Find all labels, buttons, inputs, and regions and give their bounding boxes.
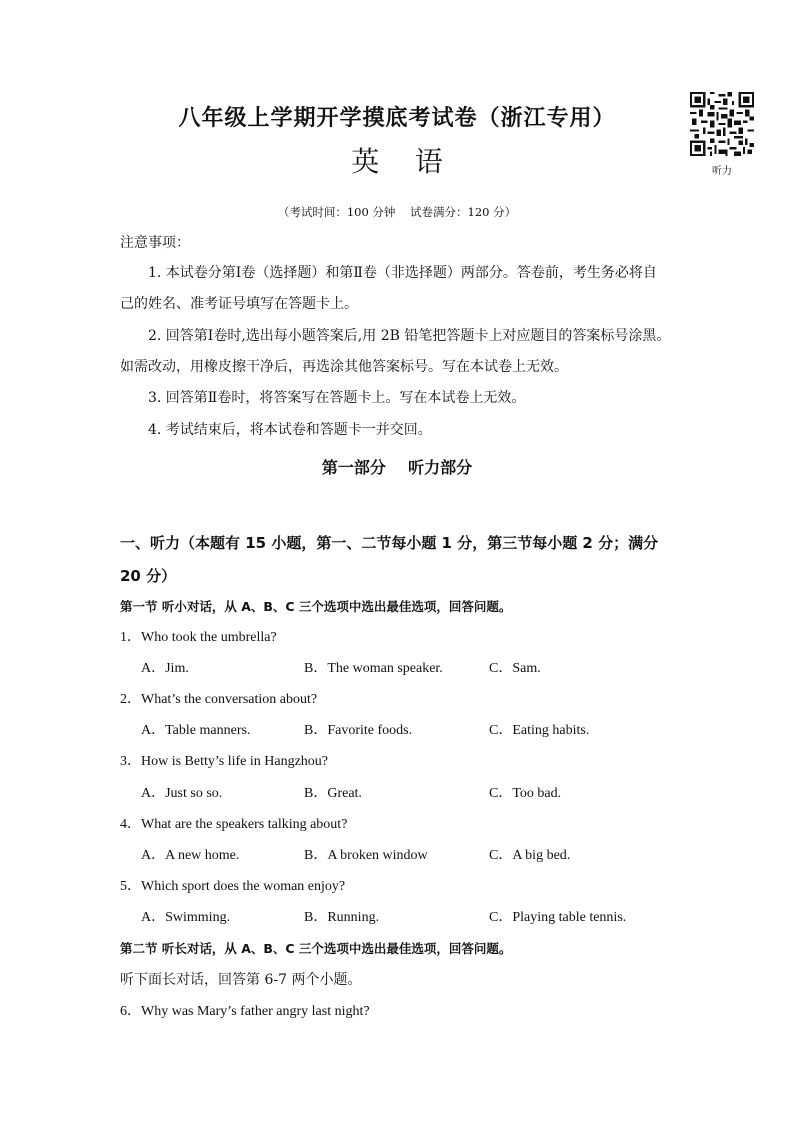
notes-heading: 注意事项： bbox=[120, 235, 190, 251]
option-c: C．Too bad. bbox=[489, 786, 562, 801]
note-line: 己的姓名、准考证号填写在答题卡上。 bbox=[120, 296, 358, 312]
note-line: 2. 回答第Ⅰ卷时,选出每小题答案后,用 2B 铅笔把答题卡上对应题目的答案标号涂黑。 bbox=[148, 328, 671, 344]
time-info: （考试时间：100 分钟 试卷满分：120 分） bbox=[277, 205, 517, 219]
exam-title: 八年级上学期开学摸底考试卷（浙江专用） bbox=[178, 106, 616, 131]
option-b: B．Running. bbox=[304, 910, 380, 925]
option-b: B．Great. bbox=[304, 786, 362, 801]
section-title-cont: 20 分） bbox=[120, 567, 177, 585]
subsection-2-title: 第二节 听长对话，从 A、B、C 三个选项中选出最佳选项，回答问题。 bbox=[120, 941, 512, 956]
option-b: B．Favorite foods. bbox=[304, 723, 413, 738]
option-b: B．A broken window bbox=[304, 848, 428, 863]
note-line: 3. 回答第Ⅱ卷时，将答案写在答题卡上。写在本试卷上无效。 bbox=[148, 390, 526, 406]
question-text: 2．What’s the conversation about? bbox=[120, 692, 318, 707]
option-c: C．Sam. bbox=[489, 661, 541, 676]
option-a: A．A new home. bbox=[141, 848, 240, 863]
option-b: B．The woman speaker. bbox=[304, 661, 443, 676]
subject-title: 英 语 bbox=[351, 145, 443, 178]
option-c: C．Playing table tennis. bbox=[489, 910, 627, 925]
note-line: 如需改动，用橡皮擦干净后，再选涂其他答案标号。写在本试卷上无效。 bbox=[120, 359, 568, 375]
question-text: 5．Which sport does the woman enjoy? bbox=[120, 879, 346, 894]
note-line: 1. 本试卷分第Ⅰ卷（选择题）和第Ⅱ卷（非选择题）两部分。答卷前，考生务必将自 bbox=[148, 265, 657, 281]
option-a: A．Swimming. bbox=[141, 910, 231, 925]
subsection-2-note: 听下面长对话，回答第 6-7 两个小题。 bbox=[120, 972, 362, 988]
part-heading: 第一部分 听力部分 bbox=[321, 458, 473, 477]
qr-code-icon[interactable] bbox=[690, 92, 754, 156]
option-a: A．Jim. bbox=[141, 661, 189, 676]
section-title: 一、听力（本题有 15 小题，第一、二节每小题 1 分，第三节每小题 2 分；满分 bbox=[120, 534, 659, 552]
subsection-1-title: 第一节 听小对话，从 A、B、C 三个选项中选出最佳选项，回答问题。 bbox=[120, 599, 512, 614]
note-line: 4. 考试结束后，将本试卷和答题卡一并交回。 bbox=[148, 422, 432, 438]
question-text: 3．How is Betty’s life in Hangzhou? bbox=[120, 754, 329, 769]
option-c: C．A big bed. bbox=[489, 848, 571, 863]
question-text: 6．Why was Mary’s father angry last night? bbox=[120, 1004, 370, 1019]
option-a: A．Table manners. bbox=[141, 723, 251, 738]
option-c: C．Eating habits. bbox=[489, 723, 590, 738]
question-text: 1．Who took the umbrella? bbox=[120, 630, 277, 645]
question-text: 4．What are the speakers talking about? bbox=[120, 817, 348, 832]
option-a: A．Just so so. bbox=[141, 786, 223, 801]
qr-label: 听力 bbox=[712, 166, 732, 177]
